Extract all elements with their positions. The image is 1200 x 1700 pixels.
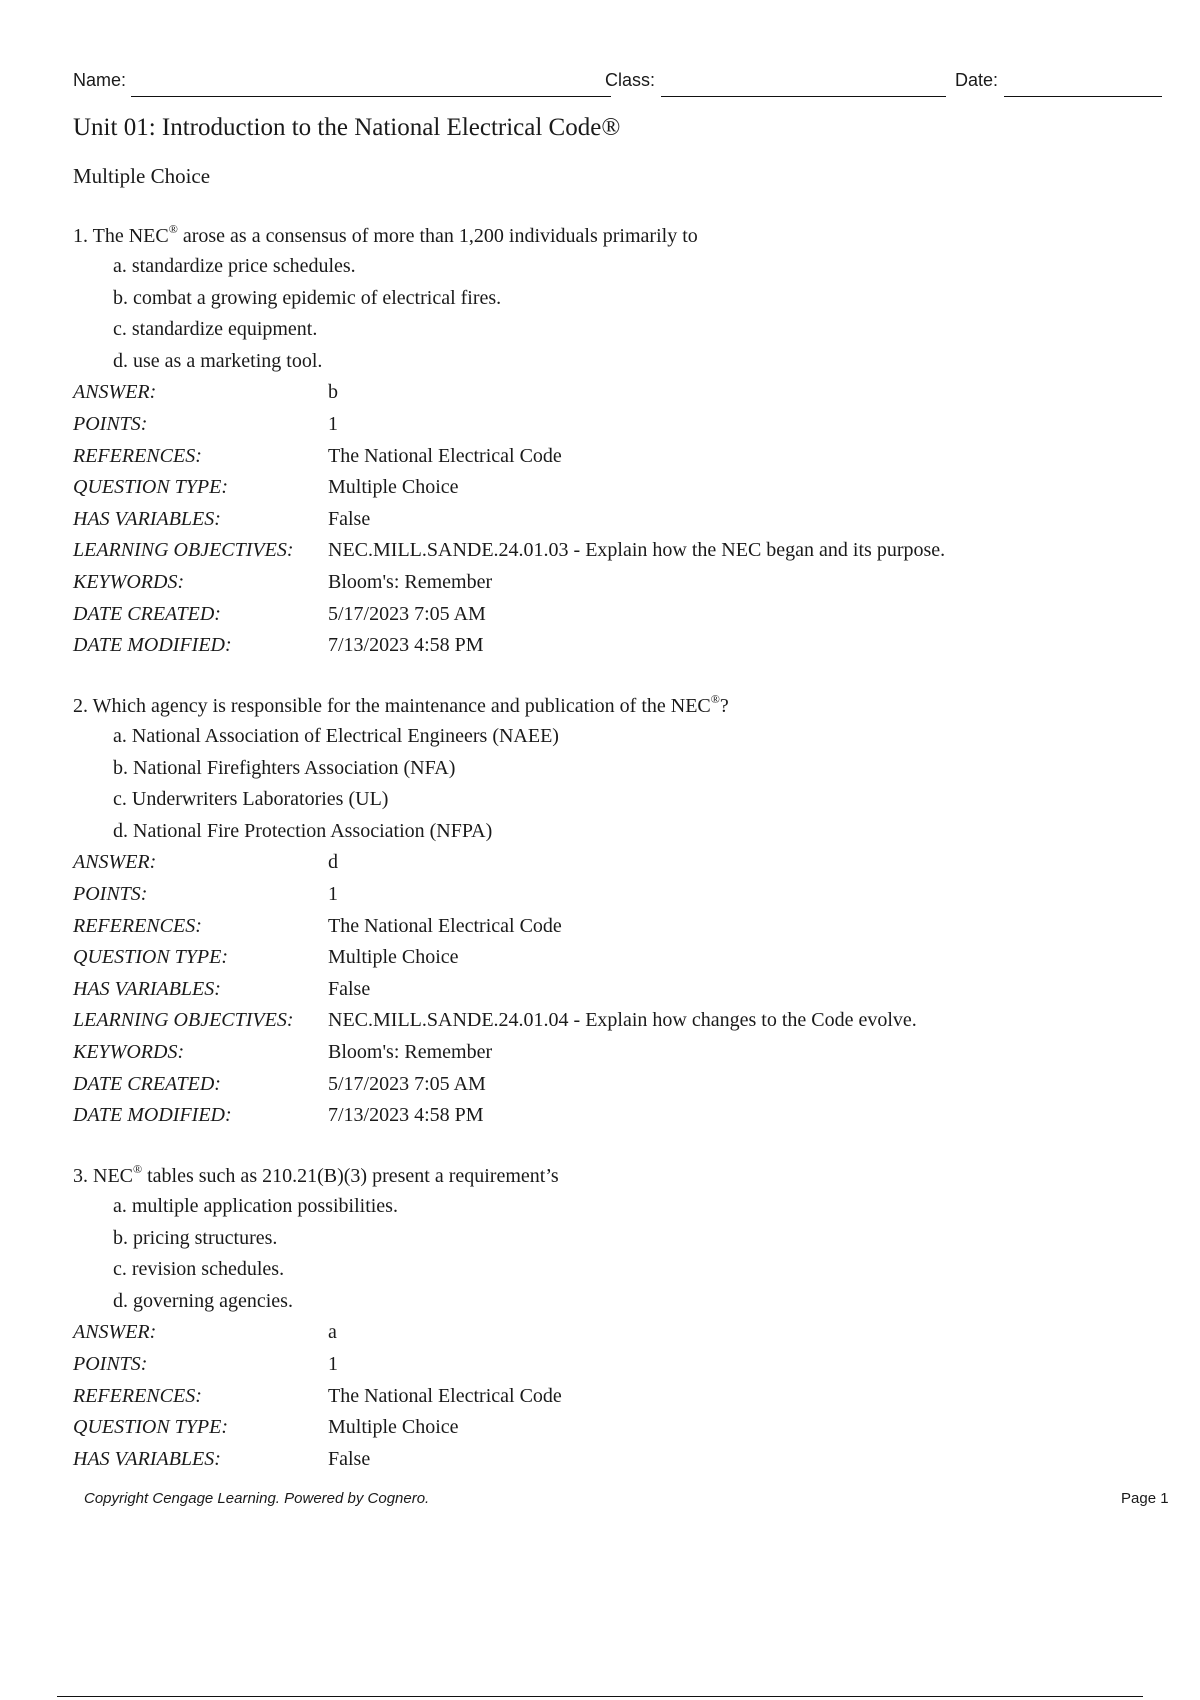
option-a: a. standardize price schedules. [113, 255, 356, 277]
stem-prefix: 2. Which agency is responsible for the maintenance and publication of the NEC [73, 695, 711, 717]
name-label: Name: [73, 70, 127, 90]
meta-value: False [328, 507, 371, 530]
registered-mark: ® [133, 1162, 143, 1176]
option-b: b. combat a growing epidemic of electrical fires. [113, 286, 502, 309]
question-2 [73, 691, 1133, 1132]
meta-label: HAS VARIABLES: [73, 977, 221, 1000]
option-a: a. National Association of Electrical Engineers (NAEE) [113, 725, 559, 747]
option-b: b. pricing structures. [113, 1226, 278, 1249]
meta-references [73, 1381, 1133, 1413]
meta-value: 1 [328, 412, 338, 435]
meta-value: a [328, 1321, 337, 1344]
meta-question-type [73, 942, 1133, 974]
date-label: Date: [955, 70, 999, 90]
meta-value: False [328, 977, 371, 1000]
meta-keywords [73, 567, 1133, 599]
meta-label: DATE CREATED: [73, 1072, 221, 1095]
meta-question-type [73, 1412, 1133, 1444]
question-3 [73, 1161, 1133, 1475]
meta-question-type [73, 472, 1133, 504]
meta-date-created [73, 1069, 1133, 1101]
meta-value: 5/17/2023 7:05 AM [328, 602, 486, 625]
option-d: d. governing agencies. [113, 1289, 293, 1312]
question-1 [73, 221, 1133, 662]
meta-label: LEARNING OBJECTIVES: [73, 539, 294, 562]
name-line [131, 96, 611, 97]
meta-label: ANSWER: [73, 851, 157, 874]
stem-suffix: arose as a consensus of more than 1,200 individuals primarily to [177, 225, 698, 247]
meta-value: The National Electrical Code [328, 1384, 562, 1407]
meta-value: Multiple Choice [328, 1416, 459, 1439]
stem-suffix: tables such as 210.21(B)(3) present a requirement’s [142, 1165, 559, 1187]
option-c: c. revision schedules. [113, 1258, 285, 1281]
page-number: Page 1 [1121, 1490, 1169, 1507]
stem-prefix: 3. NEC [73, 1165, 133, 1187]
meta-has-variables [73, 504, 1133, 536]
meta-references [73, 911, 1133, 943]
option-b: b. National Firefighters Association (NFA) [113, 756, 456, 779]
meta-label: DATE MODIFIED: [73, 1104, 232, 1127]
meta-keywords [73, 1037, 1133, 1069]
copyright-footer: Copyright Cengage Learning. Powered by Cognero. [84, 1490, 430, 1507]
meta-label: POINTS: [73, 882, 148, 905]
stem-suffix: ? [719, 695, 729, 717]
meta-value: The National Electrical Code [328, 444, 562, 467]
meta-date-modified [73, 630, 1133, 662]
registered-mark: ® [710, 692, 720, 706]
meta-points [73, 409, 1133, 441]
meta-value: d [328, 851, 338, 874]
meta-label: POINTS: [73, 1352, 148, 1375]
meta-label: KEYWORDS: [73, 570, 185, 593]
registered-mark: ® [168, 222, 178, 236]
meta-label: POINTS: [73, 412, 148, 435]
meta-label: REFERENCES: [73, 444, 202, 467]
meta-value: The National Electrical Code [328, 914, 562, 937]
option-d: d. National Fire Protection Association (NFPA) [113, 819, 493, 842]
meta-value: False [328, 1447, 371, 1470]
meta-label: DATE CREATED: [73, 602, 221, 625]
bottom-divider [57, 1696, 1143, 1697]
meta-has-variables [73, 1444, 1133, 1476]
meta-value: Bloom's: Remember [328, 1040, 493, 1063]
meta-value: 7/13/2023 4:58 PM [328, 1104, 484, 1127]
meta-value: NEC.MILL.SANDE.24.01.03 - Explain how the NEC began and its purpose. [328, 539, 946, 562]
option-c: c. standardize equipment. [113, 318, 318, 341]
stem-prefix: 1. The NEC [73, 225, 169, 247]
meta-answer [73, 377, 1133, 409]
meta-value: 1 [328, 882, 338, 905]
meta-answer [73, 1317, 1133, 1349]
meta-date-modified [73, 1100, 1133, 1132]
meta-answer [73, 847, 1133, 879]
meta-label: REFERENCES: [73, 914, 202, 937]
date-line [1004, 96, 1162, 97]
meta-value: Multiple Choice [328, 946, 459, 969]
meta-label: DATE MODIFIED: [73, 634, 232, 657]
option-d: d. use as a marketing tool. [113, 349, 323, 372]
meta-label: KEYWORDS: [73, 1040, 185, 1063]
meta-value: NEC.MILL.SANDE.24.01.04 - Explain how changes to the Code evolve. [328, 1009, 917, 1032]
meta-points [73, 879, 1133, 911]
meta-label: HAS VARIABLES: [73, 1447, 221, 1470]
class-line [661, 96, 946, 97]
meta-label: QUESTION TYPE: [73, 946, 229, 969]
meta-points [73, 1349, 1133, 1381]
meta-label: REFERENCES: [73, 1384, 202, 1407]
meta-label: HAS VARIABLES: [73, 507, 221, 530]
meta-label: ANSWER: [73, 381, 157, 404]
question-stem [73, 1161, 1133, 1191]
meta-references [73, 441, 1133, 473]
meta-value: Multiple Choice [328, 476, 459, 499]
meta-label: ANSWER: [73, 1321, 157, 1344]
page-title: Unit 01: Introduction to the National Electrical Code® [73, 114, 621, 141]
meta-date-created [73, 599, 1133, 631]
question-stem [73, 221, 1133, 251]
meta-label: QUESTION TYPE: [73, 476, 229, 499]
meta-has-variables [73, 974, 1133, 1006]
meta-label: QUESTION TYPE: [73, 1416, 229, 1439]
meta-learning-objectives [73, 535, 1133, 567]
meta-learning-objectives [73, 1005, 1133, 1037]
meta-value: 1 [328, 1352, 338, 1375]
meta-value: Bloom's: Remember [328, 570, 493, 593]
option-a: a. multiple application possibilities. [113, 1195, 398, 1217]
meta-value: b [328, 381, 338, 404]
question-stem [73, 691, 1133, 721]
meta-value: 5/17/2023 7:05 AM [328, 1072, 486, 1095]
option-c: c. Underwriters Laboratories (UL) [113, 788, 389, 811]
section-heading: Multiple Choice [73, 164, 211, 188]
student-info-header [73, 70, 1161, 100]
class-label: Class: [605, 70, 656, 90]
meta-value: 7/13/2023 4:58 PM [328, 634, 484, 657]
meta-label: LEARNING OBJECTIVES: [73, 1009, 294, 1032]
